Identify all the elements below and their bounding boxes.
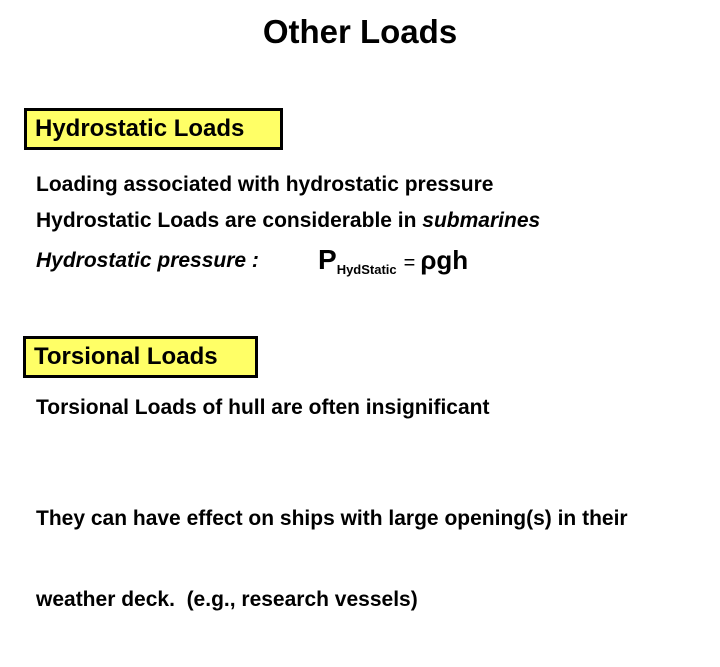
hydrostatic-pressure-label: Hydrostatic pressure : (36, 249, 265, 272)
hydrostatic-line-submarines-text: Hydrostatic Loads are considerable in (36, 209, 423, 232)
slide-title: Other Loads (262, 13, 458, 50)
hydrostatic-line-submarines-emphasis: submarines (422, 209, 541, 232)
torsional-line-openings-part1: They can have effect on ships with large opening(s) in their (36, 507, 628, 530)
formula-pressure-subscript: HydStatic (336, 262, 397, 277)
torsional-line-openings-part2: weather deck. (e.g., research vessels) (36, 588, 418, 611)
hydrostatic-pressure-label-line (36, 248, 265, 274)
hydrostatic-heading-box (24, 108, 283, 150)
torsional-heading-box (23, 336, 258, 378)
hydrostatic-line-pressure-association: Loading associated with hydrostatic pressure (36, 173, 494, 196)
hydrostatic-pressure-formula (318, 244, 469, 277)
hydrostatic-line-submarines (36, 208, 540, 234)
formula-rho-g-h: ρgh (420, 245, 469, 275)
formula-equals-sign: = (403, 252, 416, 274)
hydrostatic-heading-label: Hydrostatic Loads (35, 115, 245, 142)
formula-pressure-symbol: P (318, 244, 337, 275)
torsional-heading-label: Torsional Loads (34, 343, 218, 370)
torsional-line-openings (36, 451, 718, 667)
torsional-line-insignificant: Torsional Loads of hull are often insignificant (36, 396, 490, 419)
